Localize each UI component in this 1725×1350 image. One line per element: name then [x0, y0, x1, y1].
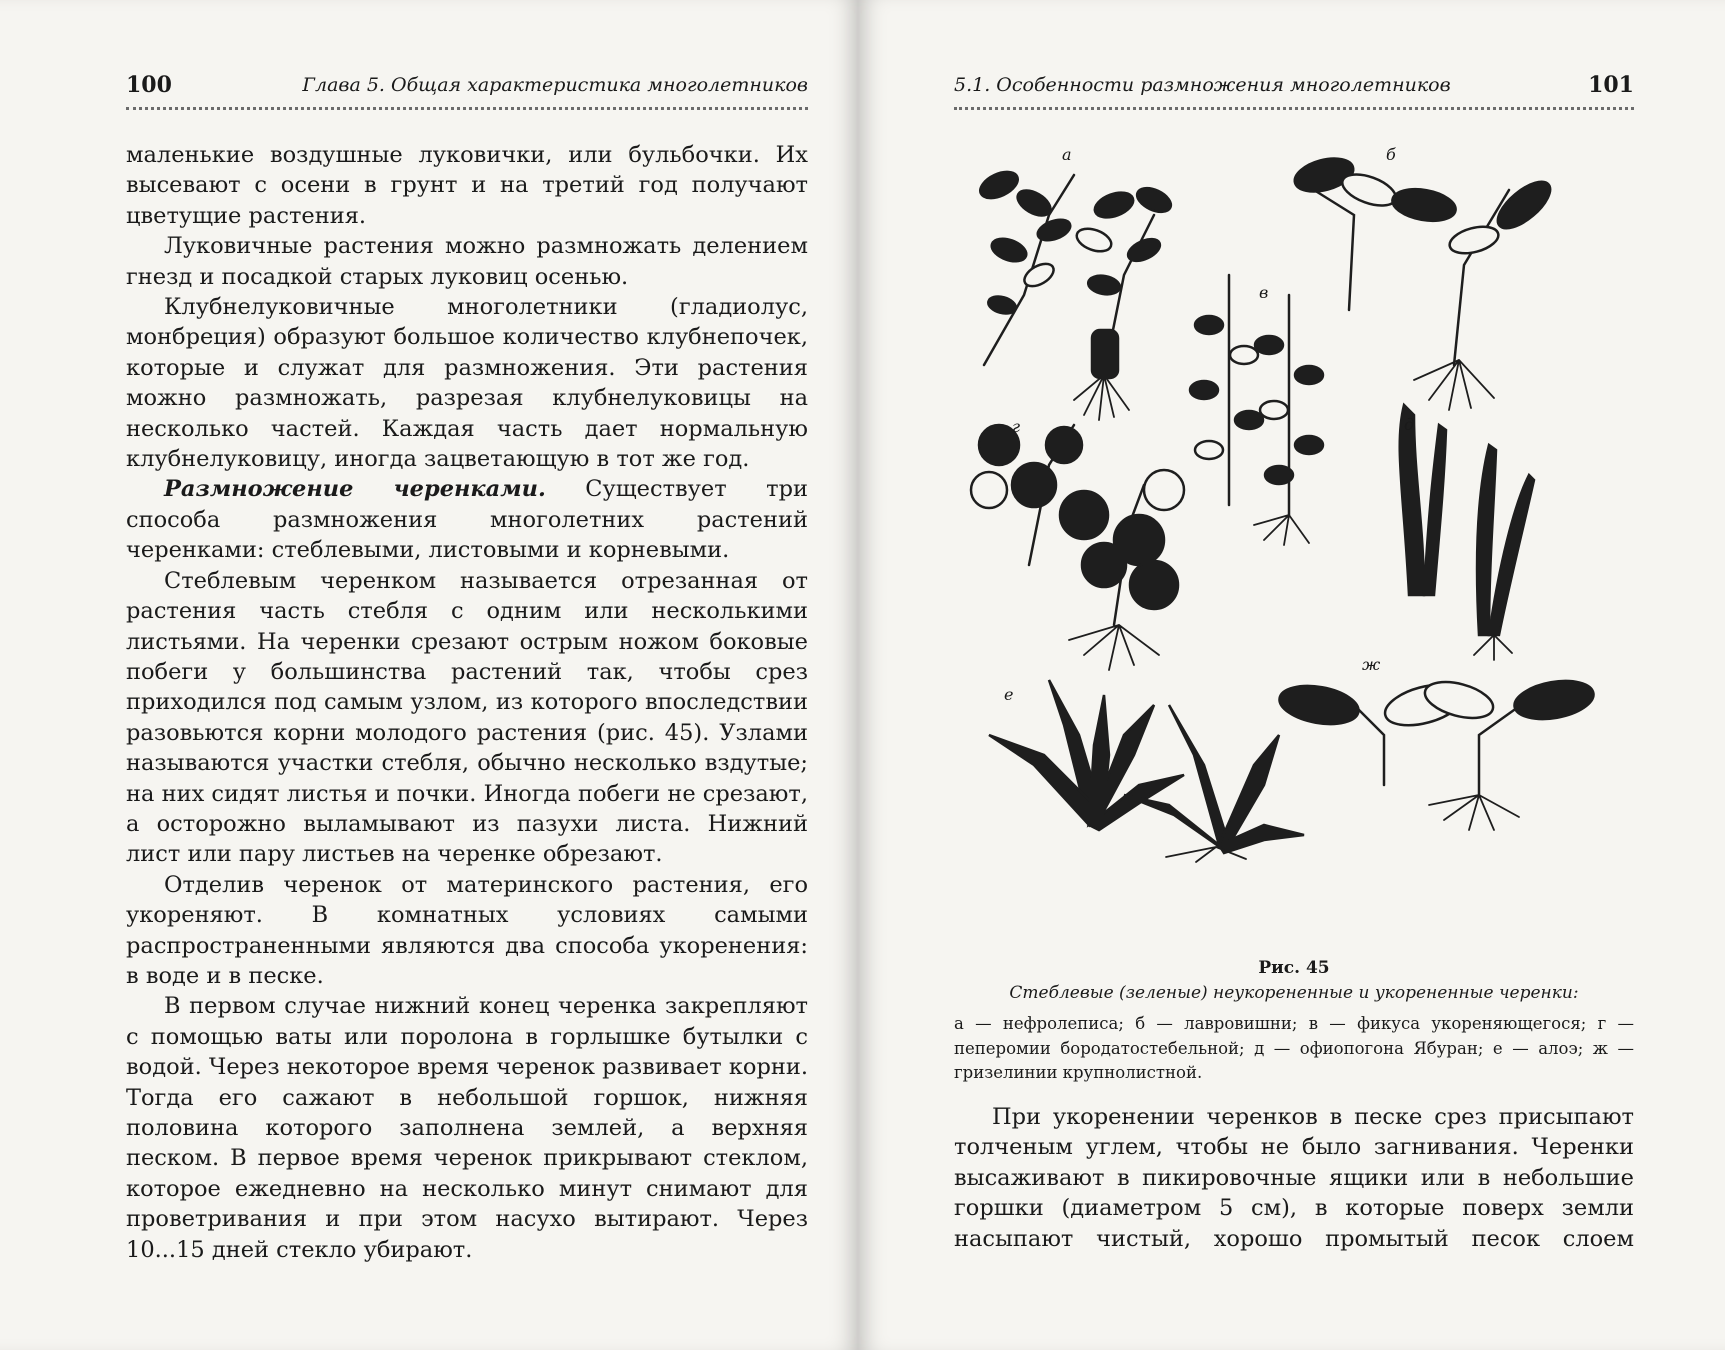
- left-page: [0, 0, 858, 1350]
- figure-label-g: г: [1012, 417, 1021, 436]
- cutting-d: [1400, 405, 1534, 660]
- header-rule: [954, 107, 1634, 110]
- cutting-g: [971, 425, 1184, 670]
- figure-45: [954, 145, 1634, 945]
- left-running-head: Глава 5. Общая характеристика многолетников: [302, 74, 808, 96]
- paragraph: Клубнелуковичные многолетники (гладиолус, монбреция) образуют большое количество клубнепочек, которые и служат для размножения. Эти растения можно размножать, разрезая клубнелуковицы на несколько частей. Каждая часть дает нормальную клубнелуковицу, иногда зацветающую в тот же год.: [126, 294, 808, 473]
- paragraph: маленькие воздушные луковички, или бульбочки. Их высевают с осени в грунт и на третий год получают цветущие растения.: [126, 142, 808, 229]
- figure-subtitle: Стеблевые (зеленые) неукорененные и укорененные черенки:: [1009, 983, 1579, 1003]
- cutting-zh: [1276, 675, 1596, 830]
- cutting-b: [1291, 153, 1557, 410]
- right-running-head: 5.1. Особенности размножения многолетников: [954, 74, 1451, 96]
- paragraph: В первом случае нижний конец черенка закрепляют с помощью ваты или поролона в горлышке бутылки с водой. Через некоторое время черенок развивает корни. Тогда его сажают в небольшой горшок, нижняя половина которого заполнена землей, а верхняя песком. В первое время черенок прикрывают стеклом, которое ежедневно на несколько минут снимают для проветривания и при этом насухо вытирают. Через 10...15 дней стекло убирают.: [126, 993, 808, 1263]
- figure-label-b: б: [1386, 145, 1396, 164]
- figure-label-e: е: [1004, 685, 1014, 704]
- figure-label-v: в: [1259, 283, 1269, 302]
- left-page-number: 100: [126, 72, 172, 98]
- figure-caption: а — нефролеписа; б — лавровишни; в — фикуса укореняющегося; г — пеперомии бородатостебельной; д — офиопогона Ябуран; е — алоэ; ж — гризелинии крупнолистной.: [954, 1014, 1634, 1082]
- cutting-v: [1190, 275, 1323, 545]
- figure-label-d: д: [1404, 415, 1415, 434]
- paragraph: Стеблевым черенком называется отрезанная от растения часть стебля с одним или несколькими листьями. На черенки срезают острым ножом боковые побеги у большинства растений так, чтобы срез приходился под самым узлом, из которого впоследствии разовьются корни молодого растения (рис. 45). Узлами называются участки стебля, обычно несколько вздутые; на них сидят листья и почки. Иногда побеги не срезают, а осторожно выламывают из пазухи листа. Нижний лист или пару листьев на черенке обрезают.: [126, 567, 808, 868]
- paragraph: Луковичные растения можно размножать делением гнезд и посадкой старых луковиц осенью.: [126, 233, 808, 290]
- section-lead: Размножение черенками.: [164, 476, 546, 503]
- figure-label-zh: ж: [1362, 655, 1381, 674]
- header-rule: [126, 107, 808, 110]
- section-lead-text: Существует три способа размножения многолетних растений черенками: стеблевыми, листовыми и корневыми.: [126, 476, 808, 564]
- paragraph: При укоренении черенков в песке срез присыпают толченым углем, чтобы не было загнивания. Черенки высаживают в пикировочные ящики или в небольшие горшки (диаметром 5 см), в которые поверх земли насыпают чистый, хорошо промытый песок слоем: [954, 1104, 1634, 1252]
- right-page-number: 101: [1588, 72, 1634, 98]
- paragraph: Отделив черенок от материнского растения, его укореняют. В комнатных условиях самыми распространенными являются два способа укоренения: в воде и в песке.: [126, 871, 808, 989]
- left-body-text: [126, 140, 808, 1265]
- paragraph: [126, 474, 808, 565]
- cutting-a: [976, 167, 1174, 420]
- plant-cuttings-illustration: [954, 145, 1634, 945]
- right-body-text: [954, 1102, 1634, 1254]
- figure-number: Рис. 45: [1258, 958, 1330, 978]
- right-page-header: [954, 72, 1634, 110]
- left-page-header: [126, 72, 808, 110]
- cutting-e: [989, 680, 1304, 862]
- figure-label-a: а: [1062, 145, 1072, 164]
- right-page: [858, 0, 1725, 1350]
